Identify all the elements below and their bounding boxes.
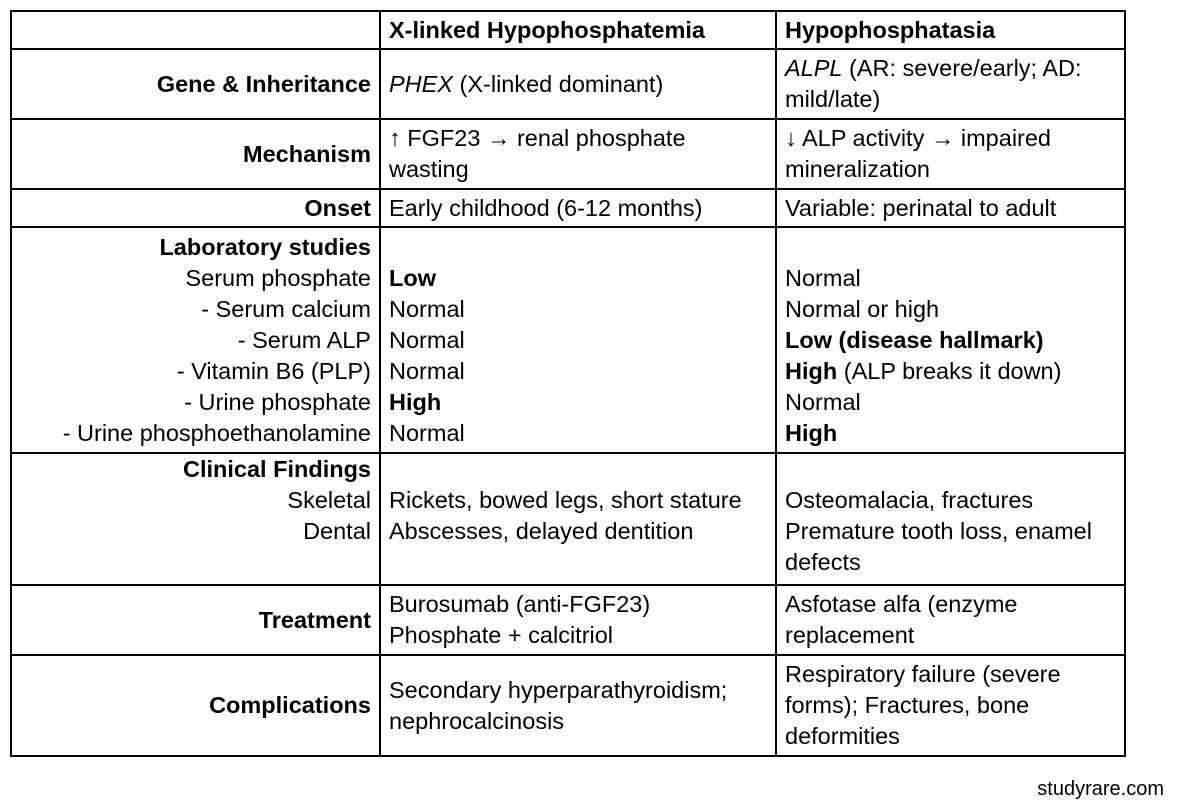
cell-xlh-gene [380,49,776,119]
header-hpp: Hypophosphatasia [776,11,1125,49]
lab-hpp-value: Normal [785,264,861,291]
cell-xlh-mechanism: ↑ FGF23 → renal phosphate wasting [380,119,776,189]
row-clinical [11,453,1125,585]
lab-item-name: - Serum ALP [237,326,371,353]
lab-hpp-line [785,418,1116,449]
row-label-clinical [11,453,380,585]
cell-hpp-laboratory [776,227,1125,453]
cell-xlh-onset: Early childhood (6-12 months) [380,189,776,227]
hpp-skeletal: Osteomalacia, fractures [785,487,1034,513]
header-xlh: X-linked Hypophosphatemia [380,11,776,49]
lab-item-name: - Vitamin B6 (PLP) [176,357,371,384]
clinical-spacer [389,454,767,485]
header-empty [11,11,380,49]
lab-xlh-value: Normal [389,419,465,446]
lab-hpp-value: High [785,357,838,384]
lab-xlh-value: Low [389,264,436,291]
xlh-dental: Abscesses, delayed dentition [389,518,694,544]
row-mechanism [11,119,1125,189]
clinical-skeletal-label: Skeletal [287,487,371,513]
cell-xlh-clinical [380,453,776,585]
row-laboratory [11,227,1125,453]
header-row [11,11,1125,49]
cell-xlh-laboratory [380,227,776,453]
lab-hpp-value: High [785,419,838,446]
row-label-complications: Complications [11,655,380,756]
clinical-section-label: Clinical Findings [182,456,371,482]
cell-xlh-treatment [380,585,776,655]
row-label-laboratory [11,227,380,453]
xlh-treatment-1: Burosumab (anti-FGF23) [389,591,651,617]
lab-hpp-note: (ALP breaks it down) [837,357,1062,384]
row-gene [11,49,1125,119]
footer-source: studyrare.com [1037,778,1164,800]
lab-xlh-value: Normal [389,326,465,353]
row-treatment [11,585,1125,655]
lab-hpp-line [785,356,1116,387]
row-onset [11,189,1125,227]
lab-spacer [785,232,1116,263]
cell-hpp-complications: Respiratory failure (severe forms); Fractures, bone deformities [776,655,1125,756]
lab-spacer [389,232,767,263]
row-label-mechanism: Mechanism [11,119,380,189]
lab-item-name: - Urine phosphoethanolamine [62,419,371,446]
cell-xlh-complications: Secondary hyperparathyroidism; nephrocalcinosis [380,655,776,756]
lab-hpp-value: Normal [785,388,861,415]
row-complications [11,655,1125,756]
lab-xlh-value: Normal [389,357,465,384]
row-label-onset: Onset [11,189,380,227]
lab-xlh-value: High [389,388,442,415]
lab-item-name: - Urine phosphate [184,388,371,415]
cell-hpp-treatment: Asfotase alfa (enzyme replacement [776,585,1125,655]
cell-hpp-gene [776,49,1125,119]
xlh-skeletal: Rickets, bowed legs, short stature [389,487,742,513]
xlh-treatment-2: Phosphate + calcitriol [389,622,614,648]
lab-hpp-line [785,263,1116,294]
lab-hpp-value: Normal or high [785,295,940,322]
cell-hpp-clinical [776,453,1125,585]
lab-item-name: Serum phosphate [185,264,371,291]
lab-hpp-line [785,294,1116,325]
clinical-dental-label: Dental [303,518,371,544]
lab-hpp-line [785,387,1116,418]
cell-hpp-onset: Variable: perinatal to adult [776,189,1125,227]
hpp-gene-symbol: ALPL [785,55,843,81]
hpp-dental: Premature tooth loss, enamel defects [785,518,1092,575]
lab-hpp-value: Low (disease hallmark) [785,326,1044,353]
lab-item-name: - Serum calcium [201,295,371,322]
lab-xlh-value: Normal [389,295,465,322]
lab-section-label: Laboratory studies [159,233,371,260]
comparison-table [10,10,1126,757]
xlh-gene-symbol: PHEX [389,70,453,97]
xlh-gene-inheritance: (X-linked dominant) [453,70,664,97]
lab-hpp-line [785,325,1116,356]
row-label-treatment: Treatment [11,585,380,655]
hpp-gene-inheritance: (AR: severe/early; AD: mild/late) [785,55,1082,112]
row-label-gene: Gene & Inheritance [11,49,380,119]
clinical-spacer [785,454,1116,485]
cell-hpp-mechanism: ↓ ALP activity → impaired mineralization [776,119,1125,189]
